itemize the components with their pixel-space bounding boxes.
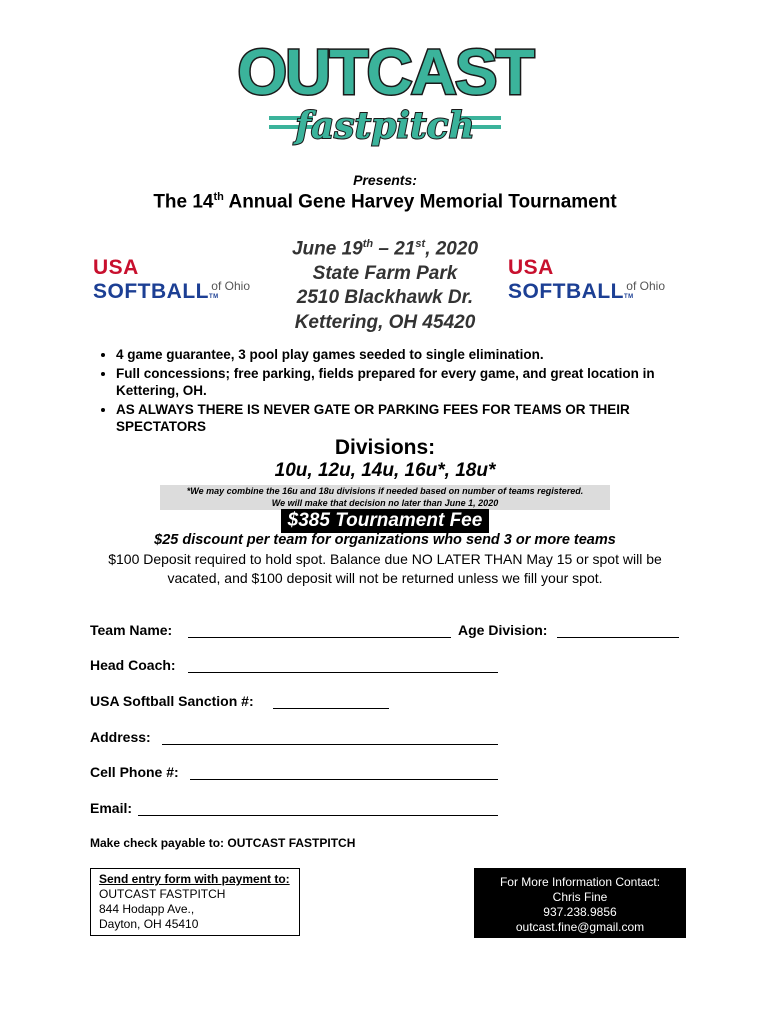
note-line: We will make that decision no later than June 1, 2020 [271,497,499,508]
cell-phone-field[interactable] [190,778,498,780]
usa-text: USA [508,256,554,279]
list-item: • 4 game guarantee, 3 pool play games seeded to single elimination. [116,346,706,364]
contact-info-box [474,868,686,938]
age-division-label: Age Division: [458,622,548,638]
event-venue: State Farm Park [312,262,458,284]
list-item: • AS ALWAYS THERE IS NEVER GATE OR PARKING FEES FOR TEAMS OR THEIR SPECTATORS [116,401,706,436]
age-division-field[interactable] [557,636,679,638]
sanction-field[interactable] [273,707,389,709]
title-sup: th [213,191,224,203]
divisions-note [160,485,610,510]
tm-mark: TM [208,294,219,300]
date-end-sup: st [415,238,426,250]
list-item: • Full concessions; free parking, fields prepared for every game, and great location in Kettering, OH. [116,365,706,400]
discount-text: $25 discount per team for organizations who send 3 or more teams [154,532,616,548]
tournament-fee-badge: $385 Tournament Fee [281,509,489,533]
send-title: Send entry form with payment to: [99,872,290,886]
contact-email[interactable]: outcast.fine@gmail.com [515,920,645,934]
send-line: 844 Hodapp Ave., [99,902,195,916]
divisions-list: 10u, 12u, 14u, 16u*, 18u* [274,460,496,481]
address-label: Address: [90,729,151,745]
of-ohio-text: of Ohio [211,279,250,293]
contact-name: Chris Fine [552,890,608,904]
logo-fastpitch-text: fastpitch [295,105,475,147]
logo-graphic [237,36,533,158]
logo-outcast-text: OUTCAST [237,36,533,108]
outcast-fastpitch-logo [237,36,533,158]
usa-text: USA [93,256,139,279]
tm-mark: TM [623,294,634,300]
divisions-heading: Divisions: [334,436,436,459]
deposit-text: $100 Deposit required to hold spot. Balance due NO LATER THAN May 15 or spot will be vacated, and $100 deposit will not be returned unless we fill your spot. [108,551,662,586]
payable-text: Make check payable to: OUTCAST FASTPITCH [90,836,356,850]
head-coach-label: Head Coach: [90,657,176,673]
title-part-end: Annual Gene Harvey Memorial Tournament [223,191,617,213]
usa-softball-logo-right [508,256,683,303]
tournament-title [0,191,770,213]
date-mid: – 21 [373,238,416,260]
date-start: June 19 [291,238,363,260]
team-name-field[interactable] [188,636,451,638]
presents-label: Presents: [353,172,417,188]
title-part: The 14 [153,191,214,213]
email-field[interactable] [138,814,498,816]
softball-text: SOFTBALL [93,280,209,303]
contact-title: For More Information Contact: [499,875,661,889]
head-coach-field[interactable] [188,671,498,673]
usa-softball-logo-left [93,256,268,303]
address-field[interactable] [162,743,498,745]
note-line: *We may combine the 16u and 18u divisions if needed based on number of teams registered. [186,486,584,496]
send-line: OUTCAST FASTPITCH [99,887,226,901]
team-name-label: Team Name: [90,622,173,638]
feature-list [92,346,706,437]
of-ohio-text: of Ohio [626,279,665,293]
sanction-label: USA Softball Sanction #: [90,693,254,709]
event-street: 2510 Blackhawk Dr. [296,287,474,309]
email-label: Email: [90,800,133,816]
send-address-box [90,868,300,936]
date-year: , 2020 [425,238,479,260]
send-line: Dayton, OH 45410 [99,917,199,931]
cell-phone-label: Cell Phone #: [90,764,179,780]
softball-text: SOFTBALL [508,280,624,303]
contact-phone: 937.238.9856 [543,905,617,919]
event-city: Kettering, OH 45420 [294,311,476,333]
date-start-sup: th [362,238,374,250]
